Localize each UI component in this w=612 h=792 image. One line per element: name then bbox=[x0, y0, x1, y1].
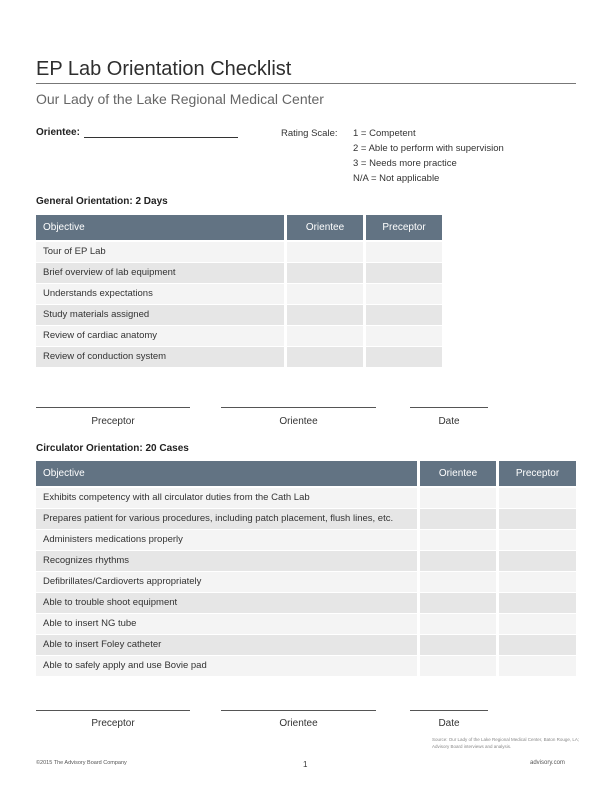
objective-cell: Study materials assigned bbox=[36, 305, 284, 325]
circulator-section-title: Circulator Orientation: 20 Cases bbox=[36, 443, 189, 454]
objective-cell: Review of conduction system bbox=[36, 347, 284, 367]
preceptor-rating-cell[interactable] bbox=[366, 326, 442, 346]
page-subtitle: Our Lady of the Lake Regional Medical Center bbox=[36, 91, 324, 107]
general-section-title: General Orientation: 2 Days bbox=[36, 196, 168, 207]
objective-cell: Understands expectations bbox=[36, 284, 284, 304]
preceptor-rating-cell[interactable] bbox=[499, 551, 576, 571]
objective-cell: Tour of EP Lab bbox=[36, 242, 284, 262]
copyright: ©2015 The Advisory Board Company bbox=[36, 760, 127, 766]
preceptor-rating-cell[interactable] bbox=[499, 656, 576, 676]
orientee-rating-cell[interactable] bbox=[420, 614, 496, 634]
preceptor-rating-cell[interactable] bbox=[366, 284, 442, 304]
preceptor-signature-label: Preceptor bbox=[91, 718, 135, 729]
preceptor-rating-cell[interactable] bbox=[499, 635, 576, 655]
orientee-signature-line[interactable] bbox=[221, 407, 376, 408]
date-signature-line[interactable] bbox=[410, 407, 488, 408]
orientee-rating-cell[interactable] bbox=[420, 572, 496, 592]
orientee-rating-cell[interactable] bbox=[287, 263, 363, 283]
orientee-signature-label: Orientee bbox=[279, 416, 318, 427]
objective-cell: Prepares patient for various procedures, including patch placement, flush lines, etc. bbox=[36, 509, 417, 529]
objective-cell: Able to insert Foley catheter bbox=[36, 635, 417, 655]
orientee-name-field[interactable] bbox=[84, 137, 238, 138]
orientee-rating-cell[interactable] bbox=[420, 509, 496, 529]
website-link[interactable]: advisory.com bbox=[530, 760, 565, 766]
preceptor-header: Preceptor bbox=[366, 215, 442, 240]
objective-header: Objective bbox=[36, 215, 284, 240]
rating-item: 2 = Able to perform with supervision bbox=[353, 143, 504, 154]
preceptor-rating-cell[interactable] bbox=[499, 488, 576, 508]
orientee-rating-cell[interactable] bbox=[420, 551, 496, 571]
preceptor-rating-cell[interactable] bbox=[499, 509, 576, 529]
preceptor-rating-cell[interactable] bbox=[499, 530, 576, 550]
orientee-rating-cell[interactable] bbox=[287, 347, 363, 367]
date-signature-line[interactable] bbox=[410, 710, 488, 711]
preceptor-signature-line[interactable] bbox=[36, 407, 190, 408]
preceptor-rating-cell[interactable] bbox=[499, 614, 576, 634]
page-title: EP Lab Orientation Checklist bbox=[36, 58, 292, 80]
orientee-signature-label: Orientee bbox=[279, 718, 318, 729]
objective-cell: Administers medications properly bbox=[36, 530, 417, 550]
objective-cell: Able to insert NG tube bbox=[36, 614, 417, 634]
orientee-signature-line[interactable] bbox=[221, 710, 376, 711]
preceptor-rating-cell[interactable] bbox=[366, 347, 442, 367]
preceptor-rating-cell[interactable] bbox=[366, 263, 442, 283]
orientee-rating-cell[interactable] bbox=[287, 242, 363, 262]
orientee-rating-cell[interactable] bbox=[420, 530, 496, 550]
orientee-header: Orientee bbox=[420, 461, 496, 486]
orientee-rating-cell[interactable] bbox=[420, 488, 496, 508]
rating-item: 1 = Competent bbox=[353, 128, 416, 139]
date-signature-label: Date bbox=[438, 718, 460, 729]
objective-cell: Able to safely apply and use Bovie pad bbox=[36, 656, 417, 676]
title-divider bbox=[36, 83, 576, 84]
preceptor-header: Preceptor bbox=[499, 461, 576, 486]
orientee-label: Orientee: bbox=[36, 127, 80, 138]
objective-cell: Able to trouble shoot equipment bbox=[36, 593, 417, 613]
circulator-orientation-table bbox=[36, 461, 576, 677]
source-footnote: Source: Our Lady of the Lake Regional Medical Center, Baton Rouge, LA; Advisory Board interviews and analysis. bbox=[432, 737, 580, 749]
preceptor-rating-cell[interactable] bbox=[499, 593, 576, 613]
objective-header: Objective bbox=[36, 461, 417, 486]
preceptor-rating-cell[interactable] bbox=[366, 305, 442, 325]
preceptor-rating-cell[interactable] bbox=[499, 572, 576, 592]
objective-cell: Review of cardiac anatomy bbox=[36, 326, 284, 346]
preceptor-signature-line[interactable] bbox=[36, 710, 190, 711]
objective-cell: Brief overview of lab equipment bbox=[36, 263, 284, 283]
page-number: 1 bbox=[303, 760, 308, 769]
orientee-rating-cell[interactable] bbox=[420, 593, 496, 613]
objective-cell: Recognizes rhythms bbox=[36, 551, 417, 571]
orientee-header: Orientee bbox=[287, 215, 363, 240]
rating-item: N/A = Not applicable bbox=[353, 173, 440, 184]
orientee-rating-cell[interactable] bbox=[287, 305, 363, 325]
rating-item: 3 = Needs more practice bbox=[353, 158, 457, 169]
preceptor-rating-cell[interactable] bbox=[366, 242, 442, 262]
date-signature-label: Date bbox=[438, 416, 460, 427]
orientee-rating-cell[interactable] bbox=[420, 635, 496, 655]
general-orientation-table bbox=[36, 215, 444, 370]
orientee-rating-cell[interactable] bbox=[420, 656, 496, 676]
orientee-rating-cell[interactable] bbox=[287, 326, 363, 346]
preceptor-signature-label: Preceptor bbox=[91, 416, 135, 427]
rating-scale-label: Rating Scale: bbox=[281, 128, 338, 139]
orientee-rating-cell[interactable] bbox=[287, 284, 363, 304]
objective-cell: Defibrillates/Cardioverts appropriately bbox=[36, 572, 417, 592]
objective-cell: Exhibits competency with all circulator duties from the Cath Lab bbox=[36, 488, 417, 508]
